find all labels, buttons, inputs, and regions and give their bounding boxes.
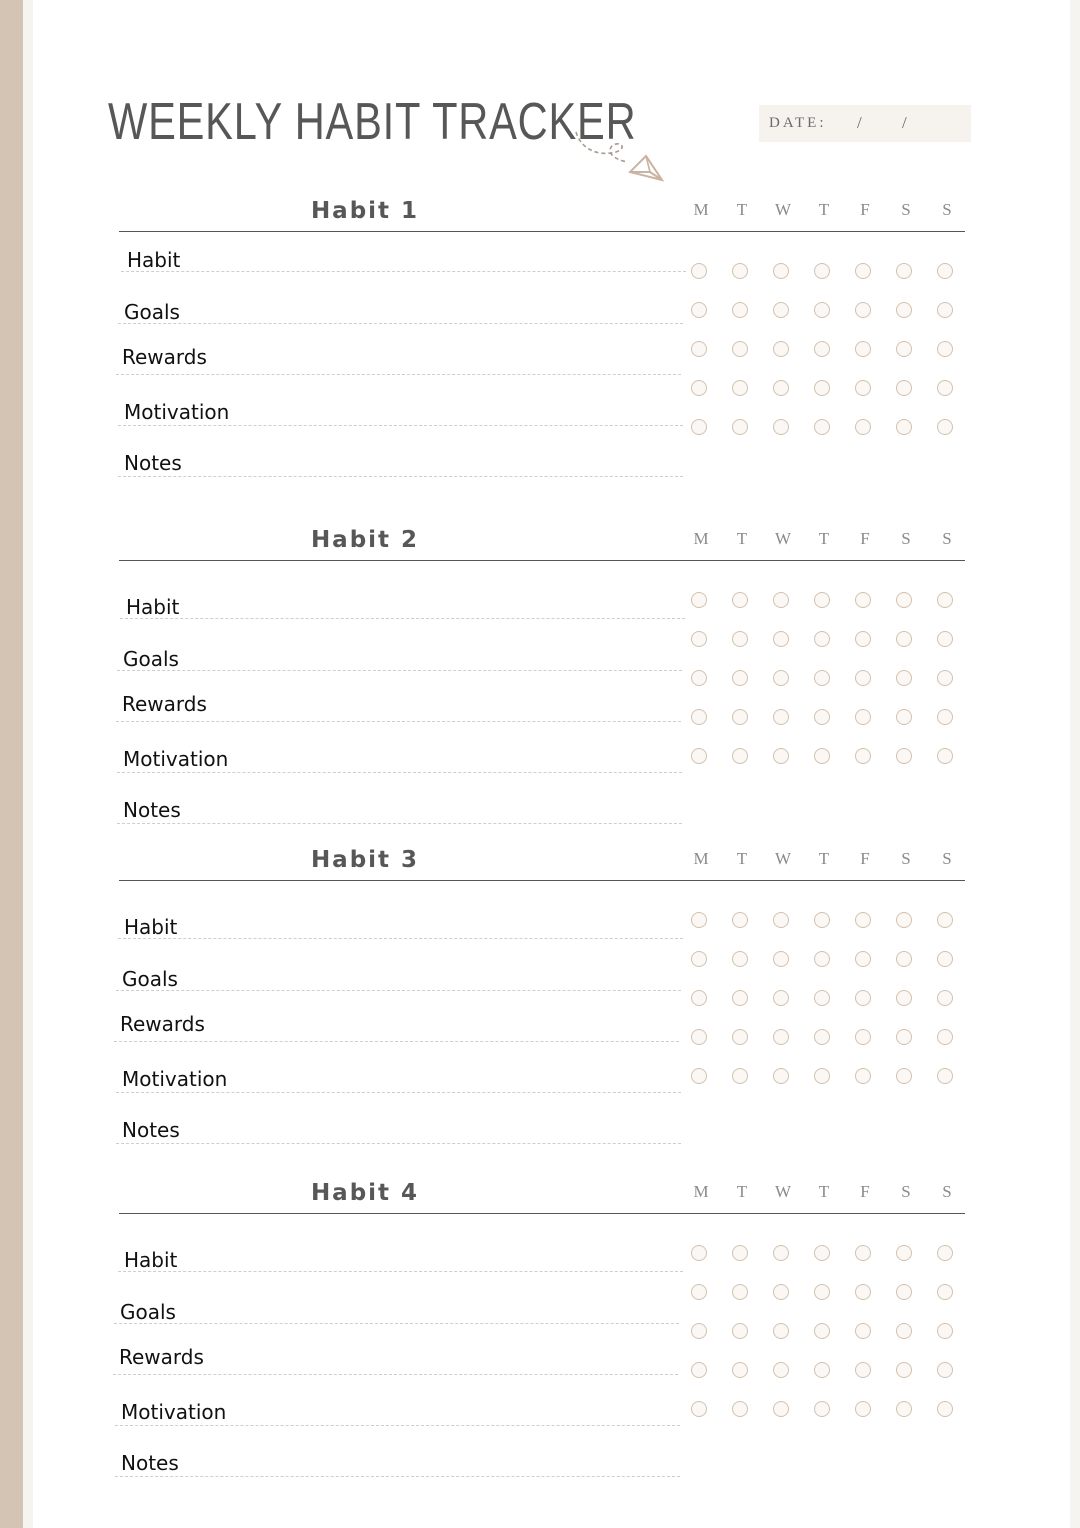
day-checkbox-circle[interactable] <box>896 1245 912 1261</box>
write-line[interactable] <box>116 1092 681 1093</box>
section-divider <box>119 880 965 881</box>
day-checkbox-circle[interactable] <box>937 1245 953 1261</box>
day-checkbox-circle[interactable] <box>732 1401 748 1417</box>
day-checkbox-circle[interactable] <box>896 341 912 357</box>
left-margin-strip <box>23 0 33 1528</box>
write-line[interactable] <box>116 374 681 375</box>
day-label: S <box>901 1182 911 1201</box>
day-checkbox-circle[interactable] <box>937 1323 953 1339</box>
row-label-notes: Notes <box>123 798 181 822</box>
day-checkbox-circle[interactable] <box>896 748 912 764</box>
day-checkbox-circle[interactable] <box>691 1029 707 1045</box>
day-checkbox-circle[interactable] <box>937 302 953 318</box>
day-checkbox-circle[interactable] <box>855 263 871 279</box>
day-checkbox-circle[interactable] <box>814 748 830 764</box>
day-checkbox-circle[interactable] <box>732 1284 748 1300</box>
write-line[interactable] <box>114 1041 679 1042</box>
day-checkbox-circle[interactable] <box>896 990 912 1006</box>
day-checkbox-circle[interactable] <box>691 670 707 686</box>
day-checkbox-circle[interactable] <box>773 263 789 279</box>
day-label: F <box>860 849 870 868</box>
day-checkbox-circle[interactable] <box>773 670 789 686</box>
day-checkbox-circle[interactable] <box>855 380 871 396</box>
day-checkbox-circle[interactable] <box>732 1245 748 1261</box>
day-checkbox-circle[interactable] <box>814 951 830 967</box>
day-checkbox-circle[interactable] <box>691 990 707 1006</box>
day-checkbox-circle[interactable] <box>691 380 707 396</box>
day-checkbox-circle[interactable] <box>773 1068 789 1084</box>
day-label: W <box>774 849 792 868</box>
day-checkbox-circle[interactable] <box>896 951 912 967</box>
day-label: T <box>818 1182 830 1201</box>
day-checkbox-circle[interactable] <box>814 1029 830 1045</box>
section-divider <box>119 560 965 561</box>
day-label: F <box>860 200 870 219</box>
write-line[interactable] <box>118 938 683 939</box>
row-label-habit: Habit <box>126 595 180 619</box>
day-checkbox-circle[interactable] <box>814 1284 830 1300</box>
day-checkbox-circle[interactable] <box>773 1323 789 1339</box>
day-label: T <box>736 849 748 868</box>
day-checkbox-circle[interactable] <box>855 748 871 764</box>
day-label: F <box>860 1182 870 1201</box>
day-checkbox-circle[interactable] <box>691 1284 707 1300</box>
write-line[interactable] <box>116 990 681 991</box>
row-label-goals: Goals <box>124 300 180 324</box>
day-checkbox-circle[interactable] <box>937 1284 953 1300</box>
day-checkbox-circle[interactable] <box>814 592 830 608</box>
write-line[interactable] <box>117 670 682 671</box>
day-checkbox-circle[interactable] <box>896 263 912 279</box>
day-checkbox-circle[interactable] <box>773 341 789 357</box>
day-label: W <box>774 1182 792 1201</box>
day-checkbox-circle[interactable] <box>773 912 789 928</box>
day-checkbox-circle[interactable] <box>814 1401 830 1417</box>
day-checkbox-circle[interactable] <box>732 263 748 279</box>
day-checkbox-circle[interactable] <box>732 341 748 357</box>
day-checkbox-circle[interactable] <box>773 419 789 435</box>
day-checkbox-circle[interactable] <box>937 263 953 279</box>
day-checkbox-circle[interactable] <box>773 1362 789 1378</box>
day-checkbox-circle[interactable] <box>855 1362 871 1378</box>
day-label: T <box>818 849 830 868</box>
day-checkbox-circle[interactable] <box>691 592 707 608</box>
day-checkbox-circle[interactable] <box>896 302 912 318</box>
day-checkbox-circle[interactable] <box>691 1245 707 1261</box>
day-checkbox-circle[interactable] <box>691 419 707 435</box>
day-label: T <box>736 529 748 548</box>
write-line[interactable] <box>117 823 682 824</box>
day-checkbox-circle[interactable] <box>937 709 953 725</box>
day-checkbox-circle[interactable] <box>814 263 830 279</box>
day-checkbox-circle[interactable] <box>937 592 953 608</box>
day-label: M <box>693 200 709 219</box>
day-checkbox-circle[interactable] <box>814 670 830 686</box>
day-checkbox-circle[interactable] <box>896 1362 912 1378</box>
write-line[interactable] <box>120 618 685 619</box>
day-checkbox-circle[interactable] <box>691 263 707 279</box>
day-label: S <box>942 529 952 548</box>
day-checkbox-circle[interactable] <box>896 709 912 725</box>
row-label-motivation: Motivation <box>121 1400 227 1424</box>
row-label-motivation: Motivation <box>123 747 229 771</box>
day-checkbox-circle[interactable] <box>732 419 748 435</box>
day-checkbox-circle[interactable] <box>691 1401 707 1417</box>
day-checkbox-circle[interactable] <box>937 419 953 435</box>
day-checkbox-circle[interactable] <box>691 631 707 647</box>
day-checkbox-circle[interactable] <box>691 951 707 967</box>
write-line[interactable] <box>116 1143 681 1144</box>
day-checkbox-circle[interactable] <box>732 709 748 725</box>
day-label: F <box>860 529 870 548</box>
day-checkbox-circle[interactable] <box>691 1362 707 1378</box>
day-label: T <box>736 1182 748 1201</box>
day-checkbox-circle[interactable] <box>896 912 912 928</box>
day-checkbox-circle[interactable] <box>855 670 871 686</box>
day-checkbox-circle[interactable] <box>937 631 953 647</box>
day-checkbox-circle[interactable] <box>691 748 707 764</box>
day-checkbox-circle[interactable] <box>896 419 912 435</box>
date-field[interactable] <box>759 105 971 142</box>
day-label: S <box>942 849 952 868</box>
day-checkbox-circle[interactable] <box>855 592 871 608</box>
day-label: M <box>693 1182 709 1201</box>
write-line[interactable] <box>117 772 682 773</box>
day-checkbox-circle[interactable] <box>773 951 789 967</box>
day-checkbox-circle[interactable] <box>814 341 830 357</box>
section-divider <box>119 1213 965 1214</box>
day-checkbox-circle[interactable] <box>773 1401 789 1417</box>
day-checkbox-circle[interactable] <box>855 951 871 967</box>
day-checkbox-circle[interactable] <box>773 631 789 647</box>
day-checkbox-circle[interactable] <box>732 748 748 764</box>
day-checkbox-circle[interactable] <box>732 592 748 608</box>
date-label: DATE: <box>769 115 827 131</box>
day-checkbox-circle[interactable] <box>896 592 912 608</box>
day-label: M <box>693 529 709 548</box>
row-label-notes: Notes <box>121 1451 179 1475</box>
day-checkbox-circle[interactable] <box>896 1401 912 1417</box>
write-line[interactable] <box>121 271 686 272</box>
row-label-habit: Habit <box>124 1248 178 1272</box>
day-checkbox-circle[interactable] <box>855 1245 871 1261</box>
day-checkbox-circle[interactable] <box>814 1362 830 1378</box>
day-checkbox-circle[interactable] <box>855 1068 871 1084</box>
write-line[interactable] <box>118 476 683 477</box>
day-checkbox-circle[interactable] <box>855 1284 871 1300</box>
day-checkbox-circle[interactable] <box>937 1362 953 1378</box>
day-checkbox-circle[interactable] <box>855 631 871 647</box>
day-checkbox-circle[interactable] <box>937 341 953 357</box>
day-checkbox-circle[interactable] <box>732 302 748 318</box>
left-decorative-band <box>0 0 23 1528</box>
day-checkbox-circle[interactable] <box>732 1068 748 1084</box>
habit-title: Habit 4 <box>310 1180 420 1206</box>
day-checkbox-circle[interactable] <box>814 709 830 725</box>
day-checkbox-circle[interactable] <box>691 1323 707 1339</box>
day-label: S <box>901 200 911 219</box>
day-checkbox-circle[interactable] <box>773 1284 789 1300</box>
day-checkbox-circle[interactable] <box>855 419 871 435</box>
day-checkbox-circle[interactable] <box>691 1068 707 1084</box>
day-checkbox-circle[interactable] <box>814 990 830 1006</box>
day-checkbox-circle[interactable] <box>937 1068 953 1084</box>
day-checkbox-circle[interactable] <box>732 951 748 967</box>
day-checkbox-circle[interactable] <box>773 302 789 318</box>
day-checkbox-circle[interactable] <box>896 1284 912 1300</box>
day-checkbox-circle[interactable] <box>773 380 789 396</box>
day-checkbox-circle[interactable] <box>896 1323 912 1339</box>
habit-title: Habit 3 <box>310 847 420 873</box>
day-checkbox-circle[interactable] <box>732 1029 748 1045</box>
day-checkbox-circle[interactable] <box>896 631 912 647</box>
row-label-notes: Notes <box>122 1118 180 1142</box>
paper-plane-icon <box>572 126 672 188</box>
day-checkbox-circle[interactable] <box>691 302 707 318</box>
row-label-motivation: Motivation <box>124 400 230 424</box>
day-checkbox-circle[interactable] <box>732 990 748 1006</box>
day-label: T <box>736 200 748 219</box>
day-checkbox-circle[interactable] <box>855 912 871 928</box>
day-checkbox-circle[interactable] <box>855 709 871 725</box>
day-label: T <box>818 529 830 548</box>
write-line[interactable] <box>118 425 683 426</box>
row-label-rewards: Rewards <box>122 345 207 369</box>
section-divider <box>119 231 965 232</box>
day-checkbox-circle[interactable] <box>773 1245 789 1261</box>
row-label-motivation: Motivation <box>122 1067 228 1091</box>
write-line[interactable] <box>115 1425 680 1426</box>
day-label: T <box>818 200 830 219</box>
day-label: W <box>774 529 792 548</box>
day-checkbox-circle[interactable] <box>691 341 707 357</box>
page-title: WEEKLY HABIT TRACKER <box>108 93 637 151</box>
day-checkbox-circle[interactable] <box>814 380 830 396</box>
day-checkbox-circle[interactable] <box>896 670 912 686</box>
day-checkbox-circle[interactable] <box>732 631 748 647</box>
day-label: W <box>774 200 792 219</box>
day-checkbox-circle[interactable] <box>855 341 871 357</box>
write-line[interactable] <box>116 721 681 722</box>
day-checkbox-circle[interactable] <box>732 912 748 928</box>
day-checkbox-circle[interactable] <box>773 990 789 1006</box>
habit-title: Habit 1 <box>310 198 420 224</box>
row-label-rewards: Rewards <box>122 692 207 716</box>
day-checkbox-circle[interactable] <box>691 709 707 725</box>
right-margin-strip <box>1070 0 1080 1528</box>
day-checkbox-circle[interactable] <box>937 912 953 928</box>
day-checkbox-circle[interactable] <box>937 951 953 967</box>
day-checkbox-circle[interactable] <box>855 1323 871 1339</box>
day-checkbox-circle[interactable] <box>814 912 830 928</box>
day-label: S <box>901 849 911 868</box>
row-label-habit: Habit <box>127 248 181 272</box>
day-checkbox-circle[interactable] <box>732 1362 748 1378</box>
day-checkbox-circle[interactable] <box>814 1245 830 1261</box>
day-checkbox-circle[interactable] <box>732 380 748 396</box>
day-checkbox-circle[interactable] <box>732 1323 748 1339</box>
day-checkbox-circle[interactable] <box>814 631 830 647</box>
day-checkbox-circle[interactable] <box>937 670 953 686</box>
habit-title: Habit 2 <box>310 527 420 553</box>
write-line[interactable] <box>118 1271 683 1272</box>
day-checkbox-circle[interactable] <box>814 419 830 435</box>
row-label-rewards: Rewards <box>120 1012 205 1036</box>
day-checkbox-circle[interactable] <box>937 748 953 764</box>
day-checkbox-circle[interactable] <box>855 990 871 1006</box>
day-checkbox-circle[interactable] <box>773 592 789 608</box>
day-checkbox-circle[interactable] <box>732 670 748 686</box>
day-checkbox-circle[interactable] <box>855 1029 871 1045</box>
day-checkbox-circle[interactable] <box>814 1323 830 1339</box>
day-checkbox-circle[interactable] <box>855 1401 871 1417</box>
day-checkbox-circle[interactable] <box>896 1068 912 1084</box>
write-line[interactable] <box>113 1374 678 1375</box>
day-checkbox-circle[interactable] <box>814 302 830 318</box>
day-checkbox-circle[interactable] <box>937 1401 953 1417</box>
row-label-habit: Habit <box>124 915 178 939</box>
row-label-goals: Goals <box>123 647 179 671</box>
date-separator: / <box>857 113 862 132</box>
day-label: S <box>901 529 911 548</box>
date-separator: / <box>902 113 907 132</box>
day-label: S <box>942 1182 952 1201</box>
day-checkbox-circle[interactable] <box>773 1029 789 1045</box>
write-line[interactable] <box>115 1476 680 1477</box>
day-checkbox-circle[interactable] <box>937 380 953 396</box>
day-label: S <box>942 200 952 219</box>
write-line[interactable] <box>114 1323 679 1324</box>
write-line[interactable] <box>118 323 683 324</box>
day-checkbox-circle[interactable] <box>691 912 707 928</box>
day-checkbox-circle[interactable] <box>896 1029 912 1045</box>
day-checkbox-circle[interactable] <box>855 302 871 318</box>
day-checkbox-circle[interactable] <box>773 748 789 764</box>
row-label-notes: Notes <box>124 451 182 475</box>
day-checkbox-circle[interactable] <box>814 1068 830 1084</box>
day-checkbox-circle[interactable] <box>937 1029 953 1045</box>
row-label-goals: Goals <box>120 1300 176 1324</box>
row-label-goals: Goals <box>122 967 178 991</box>
day-checkbox-circle[interactable] <box>896 380 912 396</box>
day-checkbox-circle[interactable] <box>773 709 789 725</box>
day-label: M <box>693 849 709 868</box>
day-checkbox-circle[interactable] <box>937 990 953 1006</box>
row-label-rewards: Rewards <box>119 1345 204 1369</box>
